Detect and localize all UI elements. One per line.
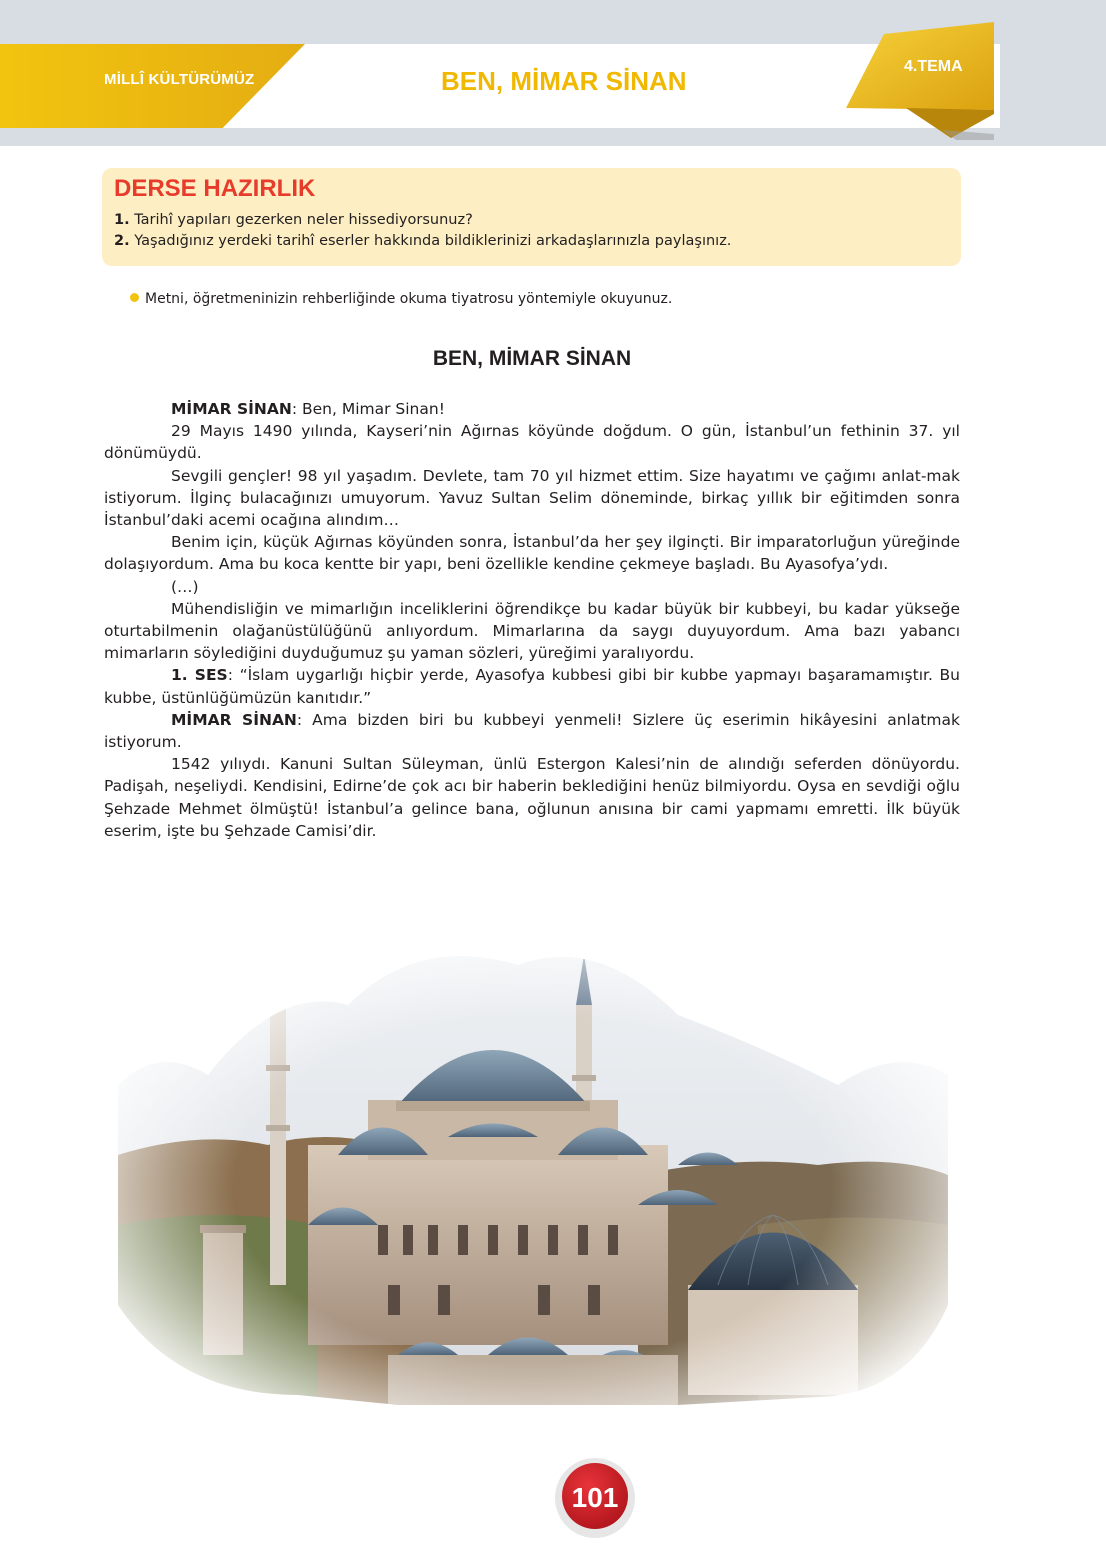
preparation-question-2	[114, 233, 731, 249]
paragraph-text: (…)	[171, 577, 199, 596]
paragraph-text: Sevgili gençler! 98 yıl yaşadım. Devlete, tam 70 yıl hizmet ettim. Size hayatımı ve çağımı anlat-mak istiyorum. İlginç bulacağınızı umuyorum. Yavuz Sultan Selim döneminde, birkaç yıllık bir eğitimden sonra İstanbul’daki acemi ocağına alındım…	[104, 466, 960, 530]
paragraph-text: 1542 yılıydı. Kanuni Sultan Süleyman, ünlü Estergon Kalesi’nin de alındığı seferden dönüyordu. Padişah, neşeliydi. Kendisini, Edirne’de çok acı bir haberin beklediğini henüz bilmiyordu. Oysa en sevdiği oğlu Şehzade Mehmet ölmüştü! İstanbul’a gelince bana, oğlunun anısına bir cami yapmamı emretti. İlk büyük eserim, işte bu Şehzade Camisi’dir.	[104, 755, 960, 840]
story-paragraph	[104, 753, 960, 842]
sehzade-mosque-illustration	[118, 925, 948, 1405]
story-paragraph	[104, 709, 960, 753]
instruction-text: Metni, öğretmeninizin rehberliğinde okuma tiyatrosu yöntemiyle okuyunuz.	[145, 291, 673, 307]
paragraph-text: Benim için, küçük Ağırnas köyünden sonra, İstanbul’da her şey ilginçti. Bir imparatorluğun yüreğinde dolaşıyordum. Ama bu koca kentte bir yapı, beni özellikle kendine çekmeye başladı. Bu Ayasofya’ydı.	[104, 533, 960, 574]
theme-ribbon-icon	[846, 22, 994, 140]
story-paragraph	[104, 576, 960, 598]
question-number: 1.	[114, 212, 130, 228]
paragraph-text: : “İslam uygarlığı hiçbir yerde, Ayasofya kubbesi gibi bir kubbe yapmayı başaramamıştır. Bu kubbe, üstünlüğümüzün kanıtıdır.”	[104, 666, 960, 707]
paragraph-text: 29 Mayıs 1490 yılında, Kayseri’nin Ağırnas köyünde doğdum. O gün, İstanbul’un fethinin 37. yıl dönümüydü.	[104, 422, 960, 463]
question-text: Yaşadığınız yerdeki tarihî eserler hakkında bildiklerinizi arkadaşlarınızla paylaşınız.	[134, 233, 732, 249]
story-text	[104, 398, 960, 842]
speaker-name: MİMAR SİNAN	[171, 710, 297, 729]
story-title: BEN, MİMAR SİNAN	[432, 347, 632, 370]
story-paragraph	[104, 420, 960, 464]
question-text: Tarihî yapıları gezerken neler hissediyorsunuz?	[134, 212, 473, 228]
section-label: MİLLÎ KÜLTÜRÜMÜZ	[104, 71, 255, 88]
story-paragraph	[104, 465, 960, 532]
reading-instruction	[130, 291, 672, 307]
paragraph-text: : Ben, Mimar Sinan!	[291, 400, 445, 418]
page-number: 101	[571, 1482, 619, 1513]
story-paragraph	[104, 598, 960, 665]
preparation-title: DERSE HAZIRLIK	[114, 175, 316, 202]
story-paragraph	[104, 664, 960, 708]
preparation-question-1	[114, 212, 473, 228]
story-paragraph	[104, 398, 960, 420]
speaker-name: MİMAR SİNAN	[171, 400, 292, 418]
theme-label: 4.TEMA	[904, 58, 963, 75]
paragraph-text: Mühendisliğin ve mimarlığın inceliklerini öğrendikçe bu kadar büyük bir kubbeyi, bu kadar yükseğe oturtabilmenin olağanüstülüğünü anlıyordum. Mimarlarına da saygı duyuyordum. Ama bazı yabancı mimarların söylediğini duyduğumuz şu yaman sözleri, yüreğimi yaralıyordu.	[104, 599, 960, 663]
paragraph-text: : Ama bizden biri bu kubbeyi yenmeli! Sizlere üç eserimin hikâyesini anlatmak istiyorum.	[104, 710, 960, 752]
bullet-icon	[130, 293, 139, 302]
question-number: 2.	[114, 233, 130, 249]
page-number-badge	[553, 1456, 637, 1540]
story-paragraph	[104, 531, 960, 575]
header-title: BEN, MİMAR SİNAN	[441, 66, 687, 96]
speaker-name: 1. SES	[171, 666, 228, 685]
